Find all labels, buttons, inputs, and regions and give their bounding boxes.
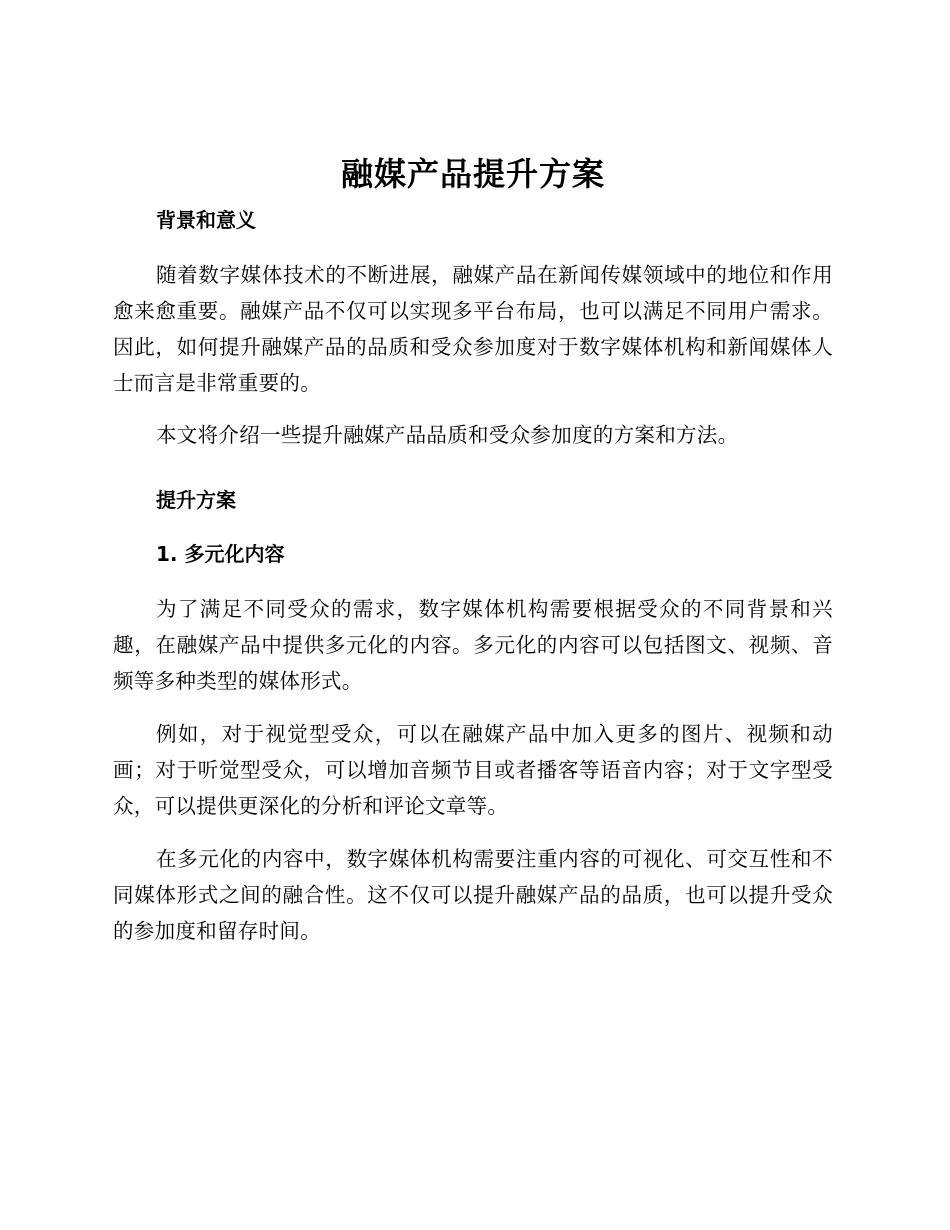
section-heading-plan: 提升方案 xyxy=(156,488,236,512)
document-title: 融媒产品提升方案 xyxy=(340,155,605,193)
section-heading-background: 背景和意义 xyxy=(156,208,256,232)
paragraph-plan-1: 为了满足不同受众的需求，数字媒体机构需要根据受众的不同背景和兴趣，在融媒产品中提供多元化的内容。多元化的内容可以包括图文、视频、音频等多种类型的媒体形式。 xyxy=(113,597,833,693)
paragraph-plan-3: 在多元化的内容中，数字媒体机构需要注重内容的可视化、可交互性和不同媒体形式之间的融合性。这不仅可以提升融媒产品的品质，也可以提升受众的参加度和留存时间。 xyxy=(113,847,833,943)
paragraph-plan-2: 例如，对于视觉型受众，可以在融媒产品中加入更多的图片、视频和动画；对于听觉型受众，可以增加音频节目或者播客等语音内容；对于文字型受众，可以提供更深化的分析和评论文章等。 xyxy=(113,722,833,818)
paragraph-background-2: 本文将介绍一些提升融媒产品品质和受众参加度的方案和方法。 xyxy=(156,423,739,447)
document-body xyxy=(113,152,833,949)
paragraph-background-1: 随着数字媒体技术的不断进展，融媒产品在新闻传媒领域中的地位和作用愈来愈重要。融媒产品不仅可以实现多平台布局，也可以满足不同用户需求。因此，如何提升融媒产品的品质和受众参加度对于数字媒体机构和新闻媒体人士而言是非常重要的。 xyxy=(113,263,833,395)
subsection-heading-diverse-content: 1. 多元化内容 xyxy=(156,542,285,566)
